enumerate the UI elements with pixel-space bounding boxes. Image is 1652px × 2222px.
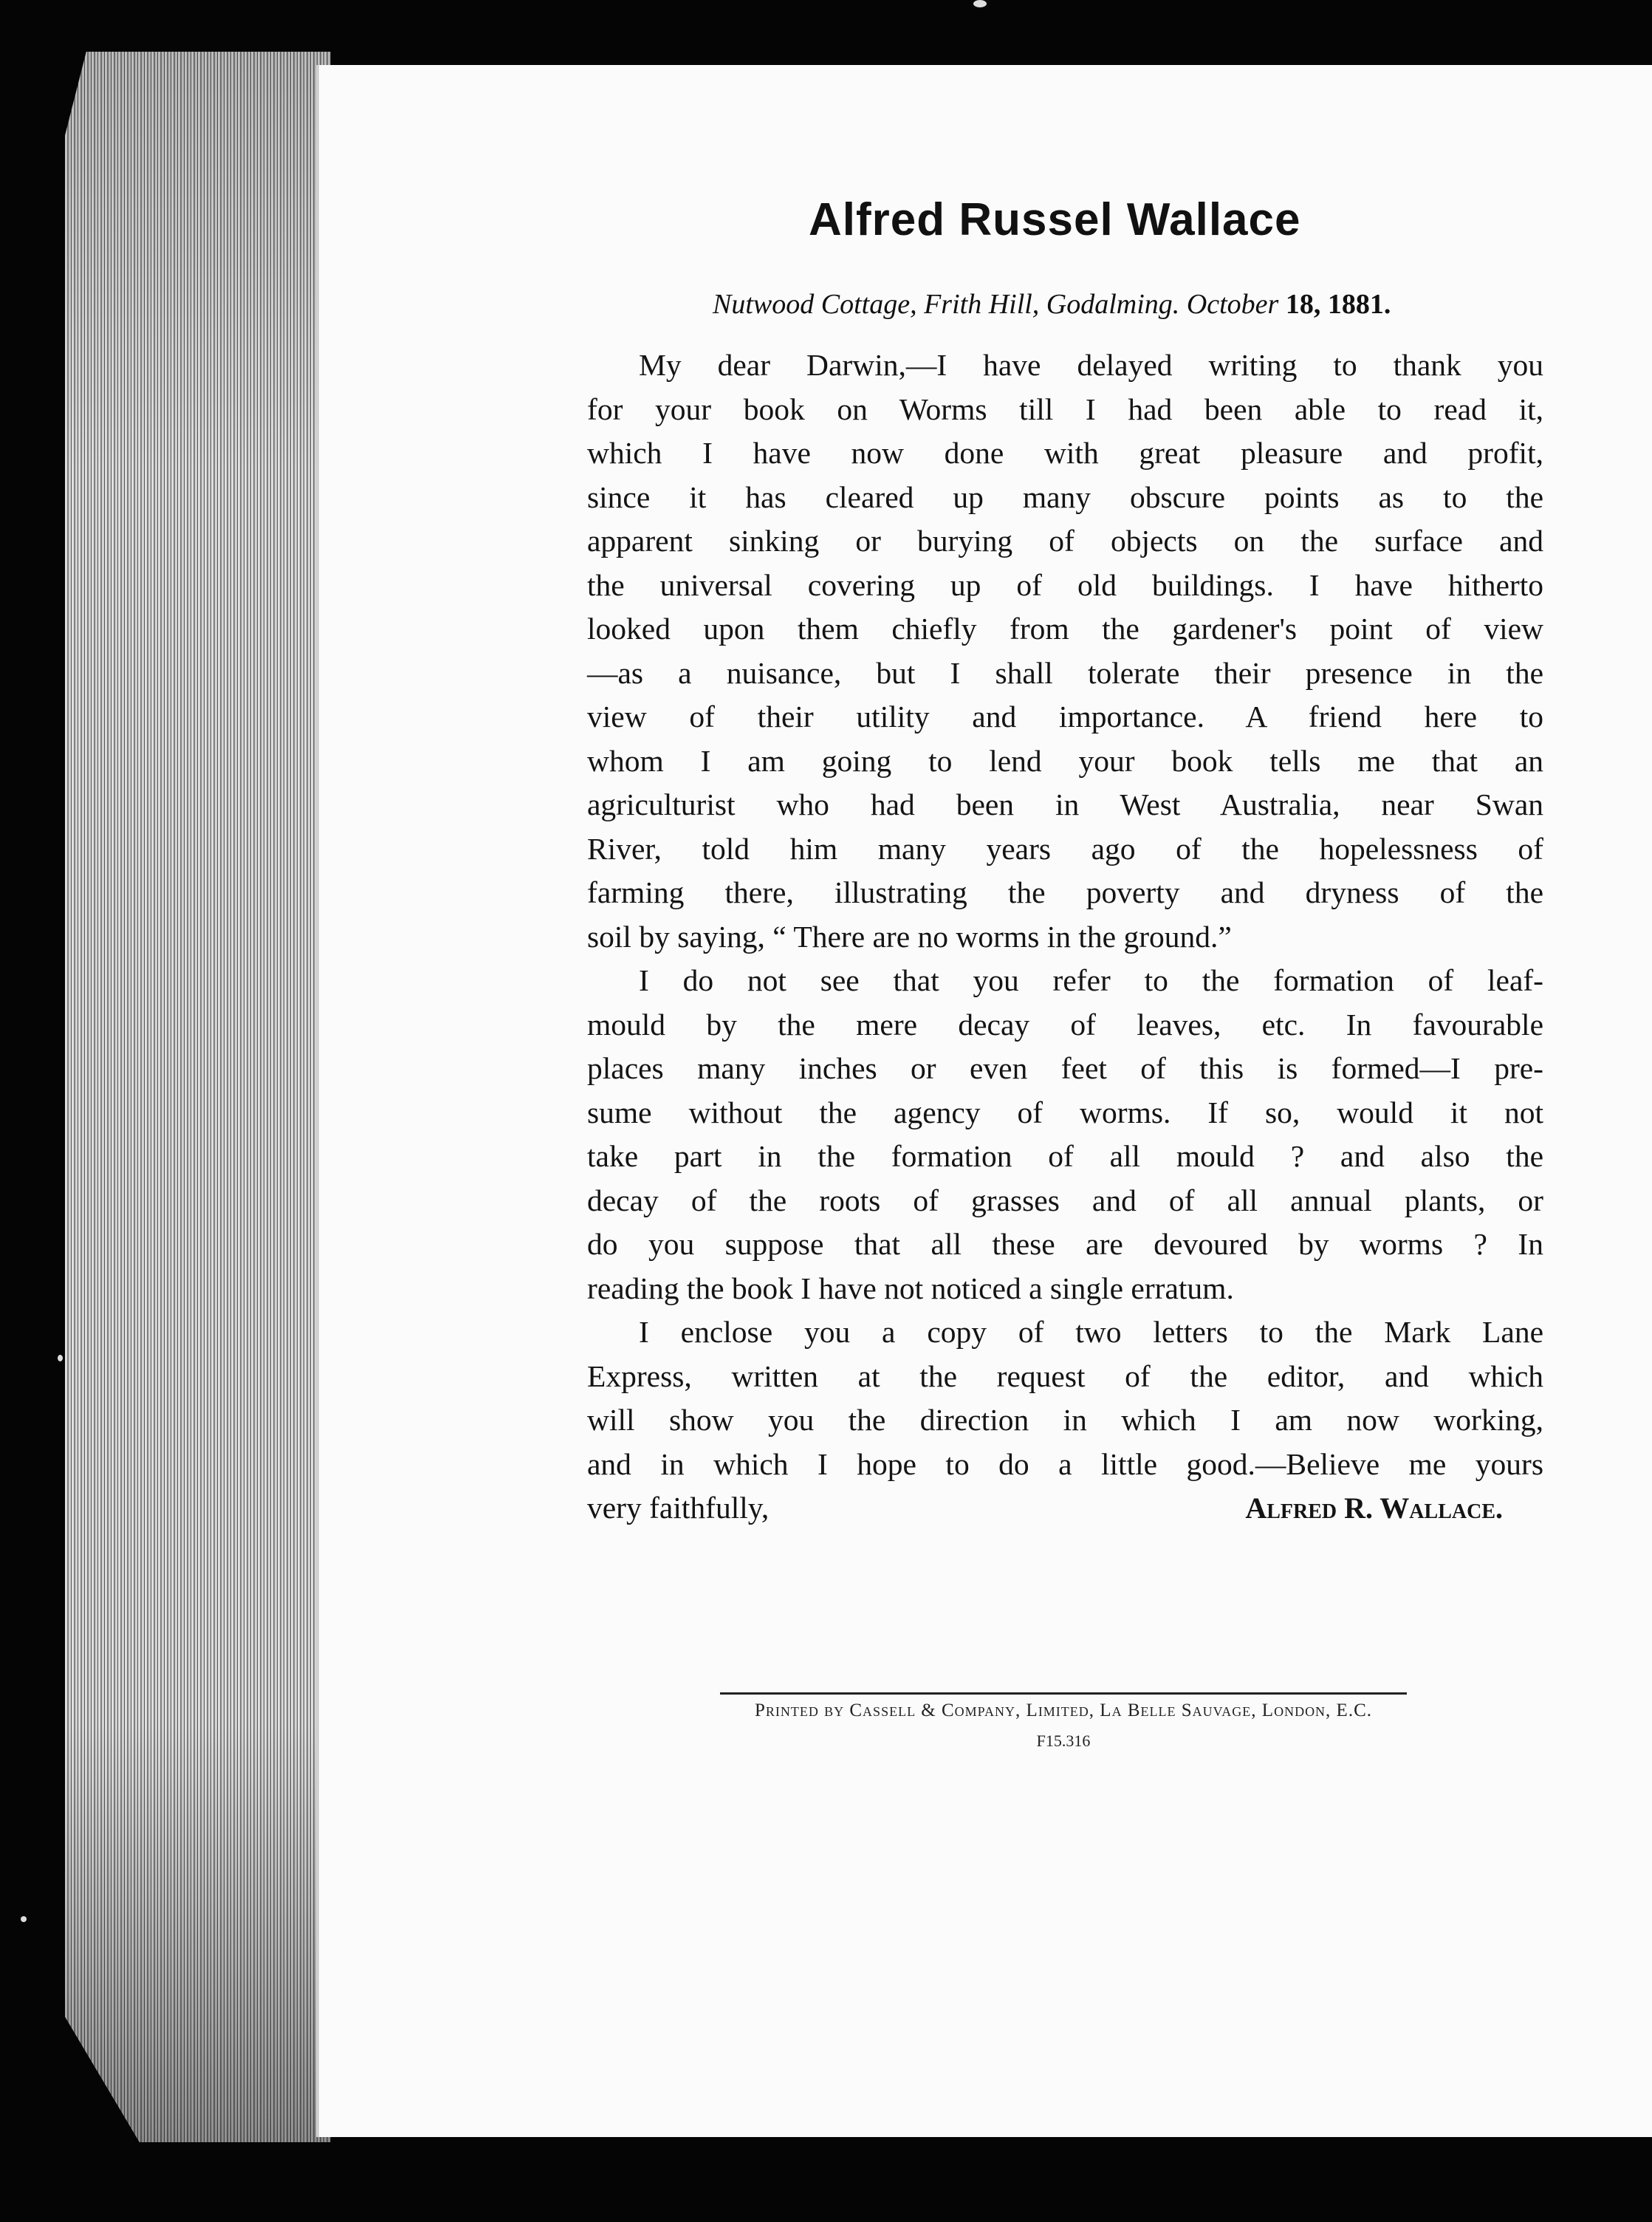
text-line: will show you the direction in which I am now working, — [587, 1403, 1543, 1437]
letter-dateline — [713, 288, 1391, 321]
text-line: mould by the mere decay of leaves, etc. In favourable — [587, 1007, 1543, 1042]
dust-speck — [58, 1355, 63, 1361]
printer-imprint: Printed by Cassell & Company, Limited, La Belle Sauvage, London, E.C. — [754, 1700, 1373, 1720]
text-line: decay of the roots of grasses and of all annual plants, or — [587, 1183, 1543, 1217]
text-line: do you suppose that all these are devoured by worms ? In — [587, 1227, 1543, 1261]
text-line: since it has cleared up many obscure points as to the — [587, 479, 1543, 514]
dust-speck — [21, 1916, 27, 1922]
text-line: for your book on Worms till I had been able to read it, — [587, 392, 1543, 426]
paragraph-2 — [587, 959, 1543, 1310]
text-line: and in which I hope to do a little good.—Believe me yours — [587, 1446, 1543, 1481]
text-line: farming there, illustrating the poverty and dryness of the — [587, 875, 1543, 909]
dateline-place: Nutwood Cottage, Frith Hill, Godalming. — [713, 289, 1180, 320]
text-line: take part in the formation of all mould ? and also the — [587, 1139, 1543, 1173]
text-line: agriculturist who had been in West Australia, near Swan — [587, 787, 1543, 821]
letter-closing — [587, 1486, 1543, 1531]
text-line: —as a nuisance, but I shall tolerate their presence in the — [587, 655, 1543, 690]
text-line: My dear Darwin,—I have delayed writing to thank you — [639, 348, 1543, 382]
text-line: River, told him many years ago of the hopelessness of — [587, 831, 1543, 866]
closing-line: very faithfully, — [587, 1491, 770, 1525]
text-line: whom I am going to lend your book tells me that an — [587, 743, 1543, 778]
signature: Alfred R. Wallace. — [1245, 1491, 1503, 1525]
text-line: I do not see that you refer to the formation of leaf- — [639, 963, 1543, 997]
print-code: F15.316 — [1036, 1732, 1091, 1750]
page-title: Alfred Russel Wallace — [809, 194, 1301, 245]
text-line: which I have now done with great pleasure and profit, — [587, 436, 1543, 470]
text-line: view of their utility and importance. A friend here to — [587, 700, 1543, 734]
letter-body — [587, 343, 1543, 1531]
text-line: apparent sinking or burying of objects on the surface and — [587, 524, 1543, 558]
text-line: soil by saying, “ There are no worms in the ground.” — [587, 919, 1232, 954]
dust-speck — [973, 0, 987, 7]
book-page-edges — [65, 52, 331, 2142]
paragraph-1 — [587, 343, 1543, 959]
dateline-month: October — [1186, 289, 1279, 320]
text-line: reading the book I have not noticed a single erratum. — [587, 1271, 1234, 1305]
paragraph-3 — [587, 1310, 1543, 1486]
text-line: sume without the agency of worms. If so, would it not — [587, 1095, 1543, 1129]
text-line: I enclose you a copy of two letters to the Mark Lane — [639, 1315, 1543, 1349]
text-line: the universal covering up of old buildings. I have hitherto — [587, 567, 1543, 602]
dateline-day-year: 18, 1881. — [1285, 289, 1391, 320]
footer-rule — [720, 1692, 1407, 1695]
text-line: places many inches or even feet of this is formed—I pre- — [587, 1051, 1543, 1085]
text-line: Express, written at the request of the editor, and which — [587, 1358, 1543, 1393]
text-line: looked upon them chiefly from the gardener's point of view — [587, 612, 1543, 646]
